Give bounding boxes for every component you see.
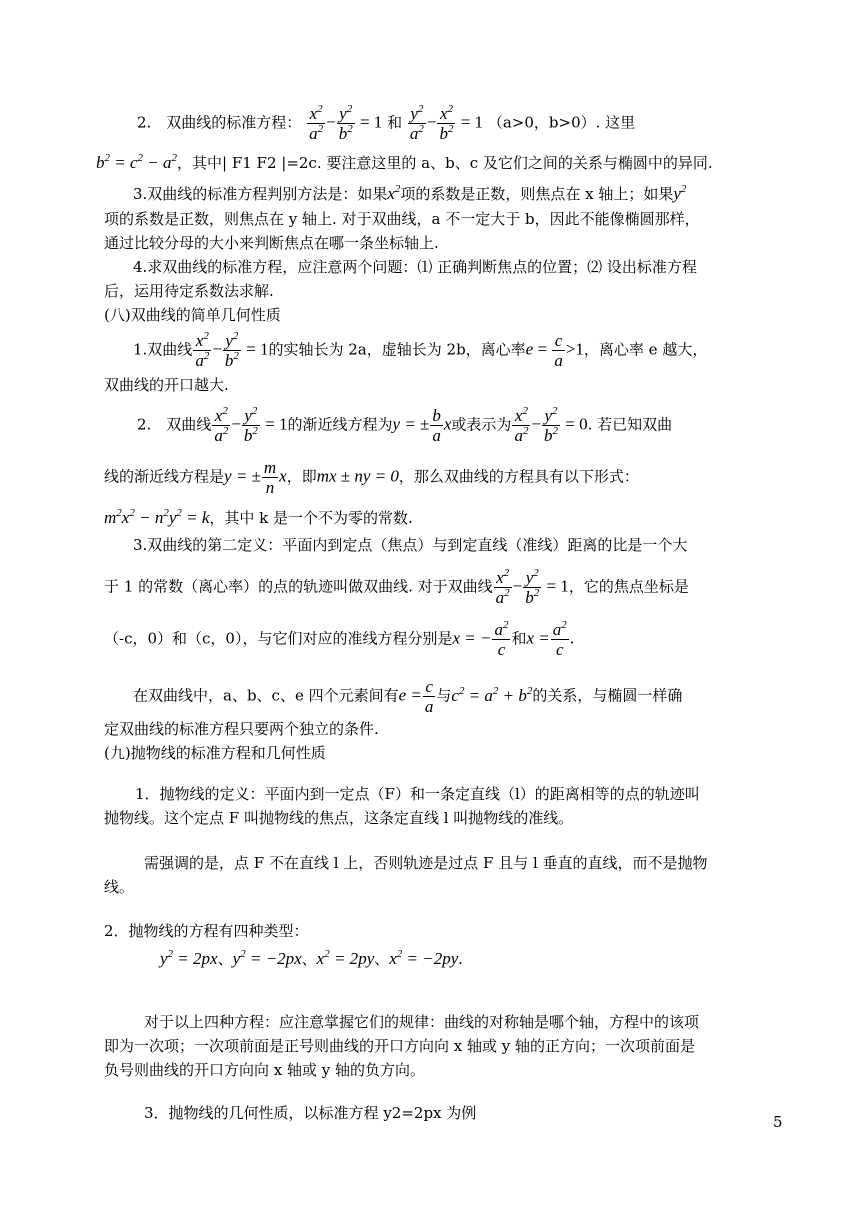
formula-asymptote-mn: y = ± — [224, 466, 261, 486]
separator: 、 — [217, 950, 233, 968]
emphasis-line-2: 线。 — [104, 878, 135, 896]
formula-b2-c2-a2: $b^2 = c^2 - a^2$ — [96, 152, 178, 172]
formula-a2-over-c: $\frac{a^2}{c}$ — [494, 619, 509, 659]
property-3-line-2: 于 1 的常数（离心率）的点的轨迹叫做双曲线. 对于双曲线 $\frac{x^2}{a^2}$ − $\frac{y^2}{b^2}$ = 1，它的焦点坐标是 — [104, 567, 689, 607]
formula-c-over-a: $\frac{c}{a}$ — [554, 331, 563, 370]
text-segment: 于 1 的常数（离心率）的点的轨迹叫做双曲线. 对于双曲线 — [104, 577, 493, 596]
property-2-line-2: 线的渐近线方程是y = ± $\frac{m}{n}$ x，即mx ± ny = 0，那么双曲线的方程具有以下形式： — [104, 458, 639, 497]
item-3-line-3: 通过比较分母的大小来判断焦点在哪一条坐标轴上. — [104, 234, 439, 252]
formula-x2-2py: $x^2 = 2py$ — [316, 948, 375, 968]
text-segment: 的关系，与椭圆一样确 — [532, 686, 683, 705]
formula-x2-a2: $\frac{x^2}{a^2}$ — [514, 405, 529, 445]
formula-y2-b2: $\frac{y^2}{b^2}$ — [544, 405, 559, 445]
formula-c-over-a: $\frac{c}{a}$ — [424, 677, 434, 716]
item-4-line-2: 后，运用待定系数法求解. — [104, 282, 274, 300]
formula-x2-a2: $\frac{x^2}{a^2}$ — [214, 405, 229, 445]
text-segment: （a>0，b>0）. 这里 — [487, 113, 636, 132]
text-segment: 与 — [436, 686, 452, 705]
formula-e: e — [525, 339, 534, 359]
text-segment: 3.双曲线的标准方程判别方法是：如果 — [133, 185, 388, 203]
relation-paragraph-line-1 — [133, 677, 682, 716]
text-segment: 和 — [387, 113, 403, 132]
emphasis-line-1: 需强调的是，点 F 不在直线 l 上，否则轨迹是过点 F 且与 l 垂直的直线，而不是抛物 — [144, 854, 708, 872]
formula-y2-b2: $\frac{y^2}{b^2}$ — [338, 103, 353, 143]
formula-directrix-left: x = − — [452, 628, 492, 648]
formula-mx-ny: mx ± ny = 0 — [316, 466, 399, 486]
text-segment: ，那么双曲线的方程具有以下形式： — [398, 467, 639, 486]
formula-c2-a2-b2: $c^2 = a^2 + b^2$ — [451, 684, 533, 705]
formula-x2-a2: $\frac{x^2}{a^2}$ — [195, 330, 210, 370]
formula-m2x2-n2y2-k: $m^2x^2 - n^2y^2 = k$ — [104, 507, 210, 527]
formula-x2-b2: $\frac{x^2}{b^2}$ — [439, 103, 454, 143]
item-4-line-1: 4.求双曲线的标准方程，应注意两个问题：⑴ 正确判断焦点的位置；⑵ 设出标准方程 — [133, 258, 697, 276]
formula-y2-b2: $\frac{y^2}{b^2}$ — [243, 405, 258, 445]
relation-paragraph-line-2: 定双曲线的标准方程只要两个独立的条件. — [104, 720, 379, 738]
relation-line — [96, 151, 713, 175]
property-1-line-2: 双曲线的开口越大. — [104, 376, 229, 394]
text-segment: 项的系数是正数，则焦点在 x 轴上；如果 — [400, 185, 674, 203]
formula-m-over-n: $\frac{m}{n}$ — [263, 458, 277, 497]
equations-note-line-2: 即为一次项；一次项前面是正号则曲线的开口方向向 x 轴或 y 轴的正方向；一次项前面是 — [104, 1037, 696, 1055]
formula-y2-b2: $\frac{y^2}{b^2}$ — [224, 330, 239, 370]
formula-a2-over-c: $\frac{a^2}{c}$ — [552, 619, 567, 659]
formula-directrix-right: x = — [526, 628, 550, 648]
text-segment: ，其中 k 是一个不为零的常数. — [209, 509, 413, 527]
property-2-line-1: 2. 双曲线 $\frac{x^2}{a^2}$ − $\frac{y^2}{b^2}$ = 1的渐近线方程为y = ± $\frac{b}{a}$ x或表示为 $\frac{x^2}{a^2}$ − $\frac{y^2}{b^2}$ = 0. 若已知双曲 — [137, 405, 673, 445]
text-segment: 线的渐近线方程是 — [104, 467, 225, 486]
property-1-line-1: 1.双曲线 $\frac{x^2}{a^2}$ − $\frac{y^2}{b^2}$ = 1的实轴长为 2a，虚轴长为 2b，离心率e = $\frac{c}{a}$ >1，离心率 e 越大， — [133, 330, 708, 370]
separator: 、 — [374, 950, 390, 968]
parabola-equations: $y^2 = 2px$、$y^2 = -2px$、$x^2 = 2py$、$x^2 = -2py$. — [160, 948, 463, 968]
parabola-properties-heading: 3．抛物线的几何性质，以标准方程 y2=2px 为例 — [144, 1104, 477, 1122]
text-segment: ，离心率 e 越大， — [583, 340, 708, 359]
formula-x2-a2: $\frac{x^2}{a^2}$ — [495, 567, 510, 607]
item-2-standard-equation: 2. 双曲线的标准方程： $\frac{x^2}{a^2}$ − $\frac{y^2}{b^2}$ = 1 和 $\frac{y^2}{a^2}$ − $\frac{x^2}{b^2}$ = 1 （a>0，b>0）. 这里 — [137, 103, 636, 143]
parabola-types-heading: 2．抛物线的方程有四种类型： — [104, 922, 309, 940]
text-segment: 的渐近线方程为 — [287, 415, 393, 434]
text-segment: 和 — [511, 629, 527, 648]
property-3-line-1: 3.双曲线的第二定义：平面内到定点（焦点）与到定直线（准线）距离的比是一个大 — [133, 536, 688, 554]
formula-y2-2px: $y^2 = 2px$ — [160, 948, 218, 968]
item-3-line-2: 项的系数是正数，则焦点在 y 轴上. 对于双曲线，a 不一定大于 b，因此不能像椭圆那样， — [104, 210, 700, 228]
property-3-line-3: （-c，0）和（c，0），与它们对应的准线方程分别是x = − $\frac{a^2}{c}$ 和x = $\frac{a^2}{c}$ . — [104, 619, 575, 659]
formula-b-over-a: $\frac{b}{a}$ — [432, 406, 441, 445]
formula-asymptote: y = ± — [392, 414, 430, 434]
text-segment: 或表示为 — [451, 415, 512, 434]
text-segment: 在双曲线中，a、b、c、e 四个元素间有 — [133, 686, 399, 705]
formula-y2-neg2px: $y^2 = -2px$ — [232, 948, 302, 968]
formula-x2: $x^2$ — [387, 183, 401, 203]
formula-x2-neg2py: $x^2 = -2py$ — [389, 948, 459, 968]
item-3-line-1 — [133, 182, 686, 206]
separator: 、 — [301, 950, 317, 968]
page-number: 5 — [773, 1113, 783, 1131]
text-segment: （-c，0）和（c，0），与它们对应的准线方程分别是 — [104, 629, 453, 648]
text-segment: ，即 — [286, 467, 317, 486]
section-heading-9: (九)抛物线的标准方程和几何性质 — [104, 744, 326, 762]
text-segment: . 若已知双曲 — [587, 415, 673, 434]
equations-note-line-3: 负号则曲线的开口方向向 x 轴或 y 轴的负方向。 — [104, 1061, 426, 1079]
section-heading-8: (八)双曲线的简单几何性质 — [104, 306, 281, 324]
text-segment: ，其中| F1 F2 |=2c. 要注意这里的 a、b、c 及它们之间的关系与椭圆中的异同. — [177, 154, 713, 172]
equations-note-line-1: 对于以上四种方程：应注意掌握它们的规律：曲线的对称轴是哪个轴，方程中的该项 — [144, 1013, 700, 1031]
text-segment: ，它的焦点坐标是 — [568, 577, 689, 596]
text-segment: 2. 双曲线 — [137, 415, 212, 434]
formula-x2-a2: $\frac{x^2}{a^2}$ — [309, 103, 324, 143]
formula-y2-a2: $\frac{y^2}{a^2}$ — [409, 103, 424, 143]
formula-y2-b2: $\frac{y^2}{b^2}$ — [525, 567, 540, 607]
text-segment: 1.双曲线 — [133, 340, 193, 359]
text-segment: 2. 双曲线的标准方程： — [137, 113, 302, 132]
parabola-definition-line-1: 1．抛物线的定义：平面内到一定点（F）和一条定直线（l）的距离相等的点的轨迹叫 — [135, 785, 700, 803]
text-segment: 的实轴长为 2a，虚轴长为 2b，离心率 — [268, 340, 526, 359]
property-2-line-3 — [104, 506, 413, 530]
formula-e: e = — [398, 685, 422, 705]
formula-y2: $y^2$ — [673, 183, 687, 203]
parabola-definition-line-2: 抛物线。这个定点 F 叫抛物线的焦点，这条定直线 l 叫抛物线的准线。 — [104, 809, 574, 827]
